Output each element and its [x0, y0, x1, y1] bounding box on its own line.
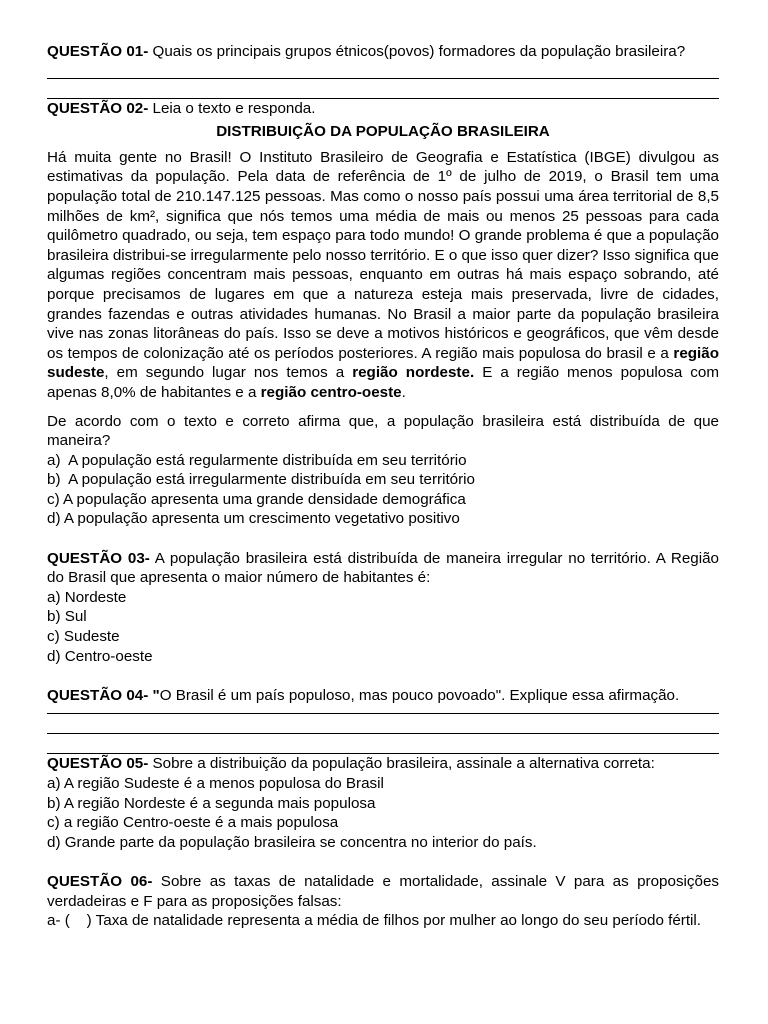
option-a: a) A população está regularmente distribuída em seu território [47, 451, 467, 469]
question-6-label: QUESTÃO 06- [47, 872, 153, 890]
option-b: b) Sul [47, 608, 87, 626]
option-a: a) A região Sudeste é a menos populosa do Brasil [47, 775, 384, 792]
question-4 [47, 686, 719, 706]
question-4-text: O Brasil é um país populoso, mas pouco povoado". Explique essa afirmação. [159, 686, 680, 704]
question-1-label: QUESTÃO 01- [47, 43, 149, 60]
question-3-label: QUESTÃO 03- [47, 549, 150, 567]
question-6-text: Sobre as taxas de natalidade e mortalidade, assinale V para as proposições verdadeiras e F para as proposições falsas: [47, 872, 719, 910]
question-5-label: QUESTÃO 05- [47, 755, 149, 773]
option-a: a) Nordeste [47, 588, 127, 606]
question-2-prompt: De acordo com o texto e correto afirma que, a população brasileira está distribuída de que maneira? [47, 412, 719, 450]
passage [47, 148, 719, 403]
option-c: c) Sudeste [47, 628, 120, 646]
question-1 [47, 42, 719, 62]
passage-title: DISTRIBUIÇÃO DA POPULAÇÃO BRASILEIRA [216, 123, 550, 141]
passage-bold-sudeste: região sudeste [47, 344, 719, 382]
worksheet [47, 42, 719, 931]
question-2 [47, 99, 719, 119]
question-5-text: Sobre a distribuição da população brasileira, assinale a alternativa correta: [148, 755, 655, 773]
passage-bold-nordeste: região nordeste. [352, 364, 475, 382]
passage-text: E a região menos populosa com apenas 8,0% de habitantes e a [47, 364, 720, 401]
question-6 [47, 872, 719, 911]
passage-text: , em segundo lugar nos temos a [104, 364, 353, 382]
option-c: c) A população apresenta uma grande densidade demográfica [47, 490, 466, 508]
passage-bold-centro-oeste: região centro-oeste [260, 383, 402, 401]
option-b: b) A população está irregularmente distribuída em seu território [47, 471, 476, 489]
question-6-item-a: a- ( ) Taxa de natalidade representa a média de filhos por mulher ao longo do seu período fértil. [47, 912, 702, 930]
question-1-text: Quais os principais grupos étnicos(povos) formadores da população brasileira? [148, 43, 686, 60]
passage-text: . [401, 383, 406, 401]
question-3 [47, 549, 719, 588]
question-2-text: Leia o texto e responda. [148, 99, 316, 117]
option-d: d) Grande parte da população brasileira se concentra no interior do país. [47, 833, 537, 851]
question-5 [47, 754, 719, 774]
option-d: d) A população apresenta um crescimento vegetativo positivo [47, 510, 460, 528]
passage-text: Há muita gente no Brasil! O Instituto Brasileiro de Geografia e Estatística (IBGE) divulgou as estimativas da população. Pela data de referência de 1º de julho de 2019, o Brasil tem uma população total de 210.147.125 pessoas. Mas como o nosso país possui uma área territorial de 8,5 milhões de km², significa que nós temos uma média de mais ou menos 25 pessoas para cada quilômetro quadrado, ou seja, tem espaço para todo mundo! O grande problema é que a população brasileira distribui-se irregularmente pelo nosso território. E o que isso quer dizer? Isso significa que algumas regiões concentram mais pessoas, enquanto em outras há mais espaço sobrando, até porque precisamos de lugares em que a natureza esteja mais preservada, livre de cidades, grandes fazendas e outras atividades humanas. No Brasil a maior parte da população brasileira vive nas zonas litorâneas do país. Isso se deve a motivos históricos e geográficos, que vêm desde os tempos de colonização até os períodos posteriores. A região mais populosa do brasil e a [47, 148, 719, 362]
question-3-text: A população brasileira está distribuída de maneira irregular no território. A Região do Brasil que apresenta o maior número de habitantes é: [47, 549, 719, 587]
question-4-label: QUESTÃO 04- " [47, 686, 160, 704]
question-2-label: QUESTÃO 02- [47, 99, 149, 117]
option-c: c) a região Centro-oeste é a mais populosa [47, 814, 339, 832]
option-d: d) Centro-oeste [47, 647, 153, 665]
option-b: b) A região Nordeste é a segunda mais populosa [47, 794, 376, 812]
